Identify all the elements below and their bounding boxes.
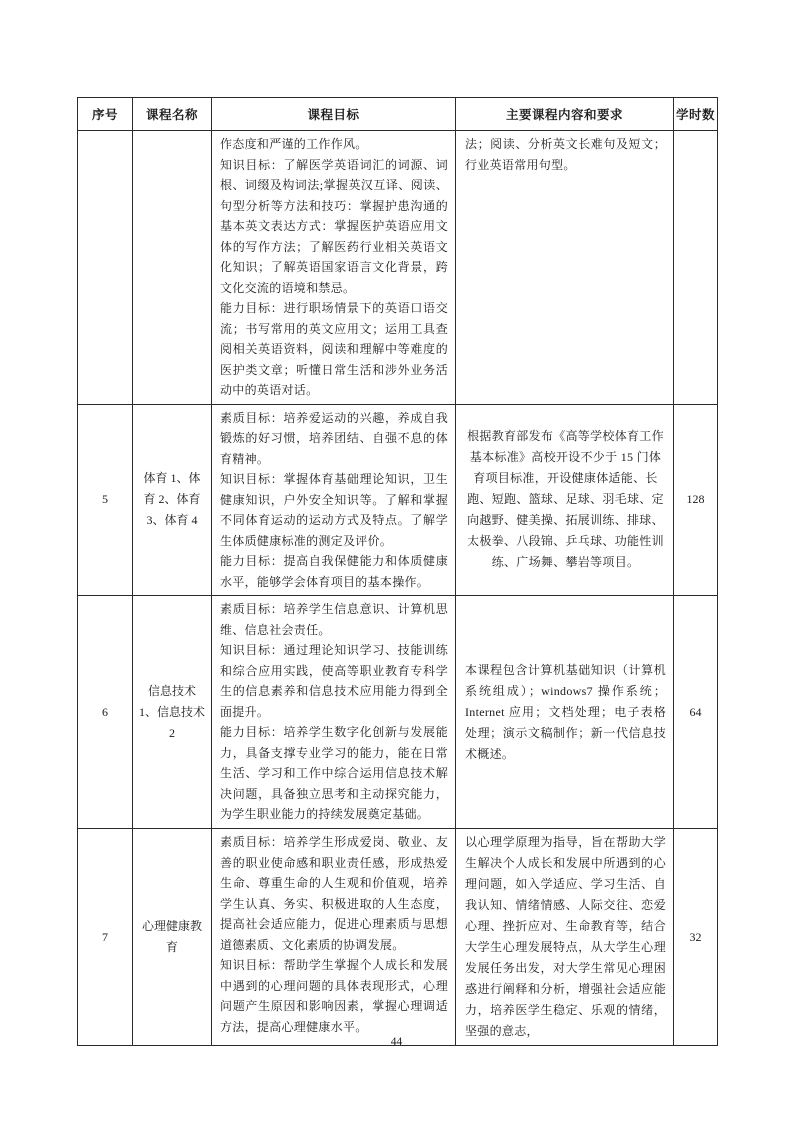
- paragraph: 根据教育部发布《高等学校体育工作基本标准》高校开设不少于 15 门体育项目标准，开设健康体适能、长跑、短跑、篮球、足球、羽毛球、定向越野、健美操、拓展训练、排球、太极拳、八段锦、乒乓球、功能性训练、广场舞、攀岩等项目。: [467, 429, 664, 570]
- hours-cell: 128: [674, 404, 718, 596]
- seq-cell: 6: [78, 596, 133, 829]
- content-cell: [456, 829, 674, 1046]
- seq-cell: 7: [78, 829, 133, 1046]
- table-row-mental-health: [78, 829, 718, 1046]
- paragraph: 知识目标：通过理论知识学习、技能训练和综合应用实践，使高等职业教育专科学生的信息素养和信息技术应用能力得到全面提升。: [220, 643, 448, 719]
- paragraph: 能力目标：提高自我保健能力和体质健康水平，能够学会体育项目的基本操作。: [220, 554, 448, 589]
- course-name-cell: 信息技术 1、信息技术 2: [133, 596, 212, 829]
- paragraph: 知识目标：帮助学生掌握个人成长和发展中遇到的心理问题的具体表现形式，心理问题产生原因和影响因素，掌握心理调适方法，提高心理健康水平。: [220, 958, 448, 1034]
- content-cell: [456, 404, 674, 596]
- header-content: 主要课程内容和要求: [456, 98, 674, 131]
- objectives-cell: [212, 404, 456, 596]
- paragraph: 以心理学原理为指导，旨在帮助大学生解决个人成长和发展中所遇到的心理问题，如入学适应、学习生活、自我认知、情绪情感、人际交往、恋爱心理、挫折应对、生命教育等，结合大学生心理发展特点，从大学生心理发展任务出发，对大学生常见心理困惑进行阐释和分析，增强社会适应能力，培养医学生稳定、乐观的情绪，坚强的意志，: [465, 835, 666, 1038]
- header-course-name: 课程名称: [133, 98, 212, 131]
- paragraph: 作态度和严谨的工作作风。: [220, 137, 368, 151]
- objectives-cell: [212, 131, 456, 405]
- header-seq: 序号: [78, 98, 133, 131]
- table-row-english-continued: [78, 131, 718, 405]
- paragraph: 能力目标：培养学生数字化创新与发展能力，具备支撑专业学习的能力，能在日常生活、学习和工作中综合运用信息技术解决问题，具备独立思考和主动探究能力，为学生职业能力的持续发展奠定基础。: [220, 725, 448, 821]
- page-number: 44: [390, 1036, 403, 1048]
- curriculum-table: [77, 97, 718, 1046]
- table-row-physical-education: [78, 404, 718, 596]
- seq-cell: [78, 131, 133, 405]
- header-objectives: 课程目标: [212, 98, 456, 131]
- table-row-information-technology: [78, 596, 718, 829]
- hours-cell: 32: [674, 829, 718, 1046]
- content-cell: [456, 596, 674, 829]
- course-name-cell: 体育 1、体育 2、体育 3、体育 4: [133, 404, 212, 596]
- paragraph: 本课程包含计算机基础知识（计算机系统组成）；windows7 操作系统；Internet 应用；文档处理；电子表格处理；演示文稿制作；新一代信息技术概述。: [465, 662, 666, 761]
- paragraph: 知识目标：掌握体育基础理论知识，卫生健康知识，户外安全知识等。了解和掌握不同体育运动的运动方式及特点。了解学生体质健康标准的测定及评价。: [220, 472, 448, 548]
- hours-cell: 64: [674, 596, 718, 829]
- content-cell: [456, 131, 674, 405]
- objectives-cell: [212, 829, 456, 1046]
- paragraph: 素质目标：培养爱运动的兴趣，养成自我锻炼的好习惯，培养团结、自强不息的体育精神。: [220, 410, 448, 466]
- table-header-row: [78, 98, 718, 131]
- paragraph: 素质目标：培养学生信息意识、计算机思维、信息社会责任。: [220, 602, 448, 637]
- paragraph: 知识目标：了解医学英语词汇的词源、词根、词缀及构词法;掌握英汉互译、阅读、句型分析等方法和技巧：掌握护患沟通的基本英文表达方式：掌握医护英语应用文体的写作方法；了解医药行业相关英语文化知识；了解英语国家语言文化背景，跨文化交流的语境和禁忌。: [220, 157, 448, 295]
- seq-cell: 5: [78, 404, 133, 596]
- header-hours: 学时数: [674, 98, 718, 131]
- hours-cell: [674, 131, 718, 405]
- paragraph: 能力目标：进行职场情景下的英语口语交流；书写常用的英文应用文；运用工具查阅相关英语资料，阅读和理解中等难度的医护类文章；听懂日常生活和涉外业务活动中的英语对话。: [220, 301, 448, 397]
- paragraph: 法；阅读、分析英文长难句及短文；行业英语常用句型。: [465, 137, 666, 172]
- paragraph: 素质目标：培养学生形成爱岗、敬业、友善的职业使命感和职业责任感，形成热爱生命、尊重生命的人生观和价值观，培养学生认真、务实、积极进取的人生态度，提高社会适应能力，促进心理素质与思想道德素质、文化素质的协调发展。: [220, 835, 448, 952]
- course-name-cell: 心理健康教育: [133, 829, 212, 1046]
- objectives-cell: [212, 596, 456, 829]
- course-name-cell: [133, 131, 212, 405]
